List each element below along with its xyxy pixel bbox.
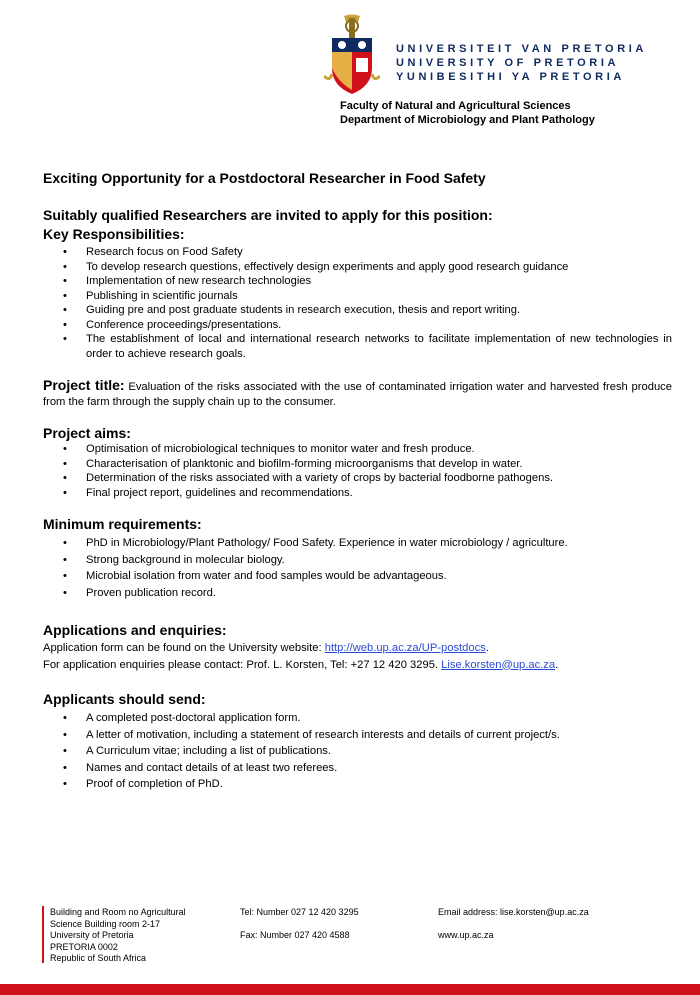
aims-list (43, 442, 672, 500)
enquiries-line (43, 657, 672, 674)
footer-website: www.up.ac.za (438, 930, 494, 940)
requirements-list (43, 535, 672, 601)
list-item: • Guiding pre and post graduate students in research execution, thesis and report writing. (43, 303, 672, 318)
application-form-line (43, 640, 672, 657)
aims-heading: Project aims: (43, 425, 131, 441)
list-item: • A completed post-doctoral application form. (43, 710, 672, 727)
fax: Fax: Number 027 420 4588 (240, 930, 350, 940)
faculty-name: Faculty of Natural and Agricultural Sciences (340, 100, 571, 112)
list-item: • Conference proceedings/presentations. (43, 318, 672, 333)
list-item: • Strong background in molecular biology. (43, 552, 672, 569)
address-line: University of Pretoria (50, 930, 134, 940)
invite-heading: Suitably qualified Researchers are invited to apply for this position: (43, 207, 493, 223)
page-title: Exciting Opportunity for a Postdoctoral Researcher in Food Safety (43, 170, 486, 186)
faculty-block (340, 99, 595, 127)
address-line: Science Building room 2-17 (50, 918, 161, 929)
project-title-text: Evaluation of the risks associated with the use of contaminated irrigation water and harvested fresh produce from the farm through the supply chain up to the consumer. (43, 381, 672, 408)
university-name-english: UNIVERSITY OF PRETORIA (396, 57, 620, 69)
send-heading: Applicants should send: (43, 691, 206, 707)
list-item: • Publishing in scientific journals (43, 289, 672, 304)
footer-address (50, 907, 186, 965)
list-item: • PhD in Microbiology/Plant Pathology/ Food Safety. Experience in water microbiology / agriculture. (43, 535, 672, 552)
responsibilities-list (43, 245, 672, 361)
university-name (396, 42, 647, 84)
requirements-heading: Minimum requirements: (43, 516, 202, 532)
list-item: • Names and contact details of at least two referees. (43, 760, 672, 777)
applications-heading: Applications and enquiries: (43, 622, 227, 638)
list-item: • Microbial isolation from water and food samples would be advantageous. (43, 568, 672, 585)
list-item: • The establishment of local and international research networks to facilitate implementation of new technologies in order to achieve research goals. (43, 332, 672, 361)
list-item: • A letter of motivation, including a statement of research interests and details of current project/s. (43, 727, 672, 744)
send-list (43, 710, 672, 793)
list-item: • A Curriculum vitae; including a list of publications. (43, 743, 672, 760)
telephone: Tel: Number 027 12 420 3295 (240, 907, 359, 917)
university-name-sepedi: YUNIBESITHI YA PRETORIA (396, 71, 625, 83)
address-line: Republic of South Africa (50, 953, 147, 963)
punctuation: . (485, 642, 489, 654)
responsibilities-heading: Key Responsibilities: (43, 226, 185, 242)
project-title-label: Project title: (43, 377, 125, 393)
footer-accent-bar (42, 906, 44, 963)
list-item: • Final project report, guidelines and recommendations. (43, 486, 672, 501)
footer-phone (240, 907, 359, 942)
list-item: • Characterisation of planktonic and biofilm-forming microorganisms that develop in water. (43, 457, 672, 472)
bottom-brand-bar (0, 984, 700, 995)
list-item: • Research focus on Food Safety (43, 245, 672, 260)
department-name: Department of Microbiology and Plant Pathology (340, 114, 595, 126)
contact-email-link[interactable]: Lise.korsten@up.ac.za (441, 658, 556, 671)
applications-paragraph (43, 640, 672, 673)
project-title-paragraph (43, 378, 672, 410)
university-crest-logo (324, 14, 380, 96)
list-item: • Determination of the risks associated with a variety of crops by bacterial foodborne pathogens. (43, 471, 672, 486)
university-name-afrikaans: UNIVERSITEIT VAN PRETORIA (396, 43, 647, 55)
footer-contact (438, 907, 589, 942)
list-item: • Proven publication record. (43, 585, 672, 602)
list-item: • Proof of completion of PhD. (43, 776, 672, 793)
list-item: • To develop research questions, effectively design experiments and apply good research guidance (43, 260, 672, 275)
address-line: Building and Room no Agricultural (50, 907, 186, 917)
punctuation: . (555, 658, 559, 671)
list-item: • Optimisation of microbiological techniques to monitor water and fresh produce. (43, 442, 672, 457)
list-item: • Implementation of new research technologies (43, 274, 672, 289)
footer-email: Email address: lise.korsten@up.ac.za (438, 907, 589, 917)
postdocs-website-link[interactable]: http://web.up.ac.za/UP-postdocs (324, 642, 486, 654)
address-line: PRETORIA 0002 (50, 941, 118, 952)
application-form-text: Application form can be found on the University website: (43, 642, 325, 654)
enquiries-text: For application enquiries please contact: Prof. L. Korsten, Tel: +27 12 420 3295. (43, 658, 442, 671)
